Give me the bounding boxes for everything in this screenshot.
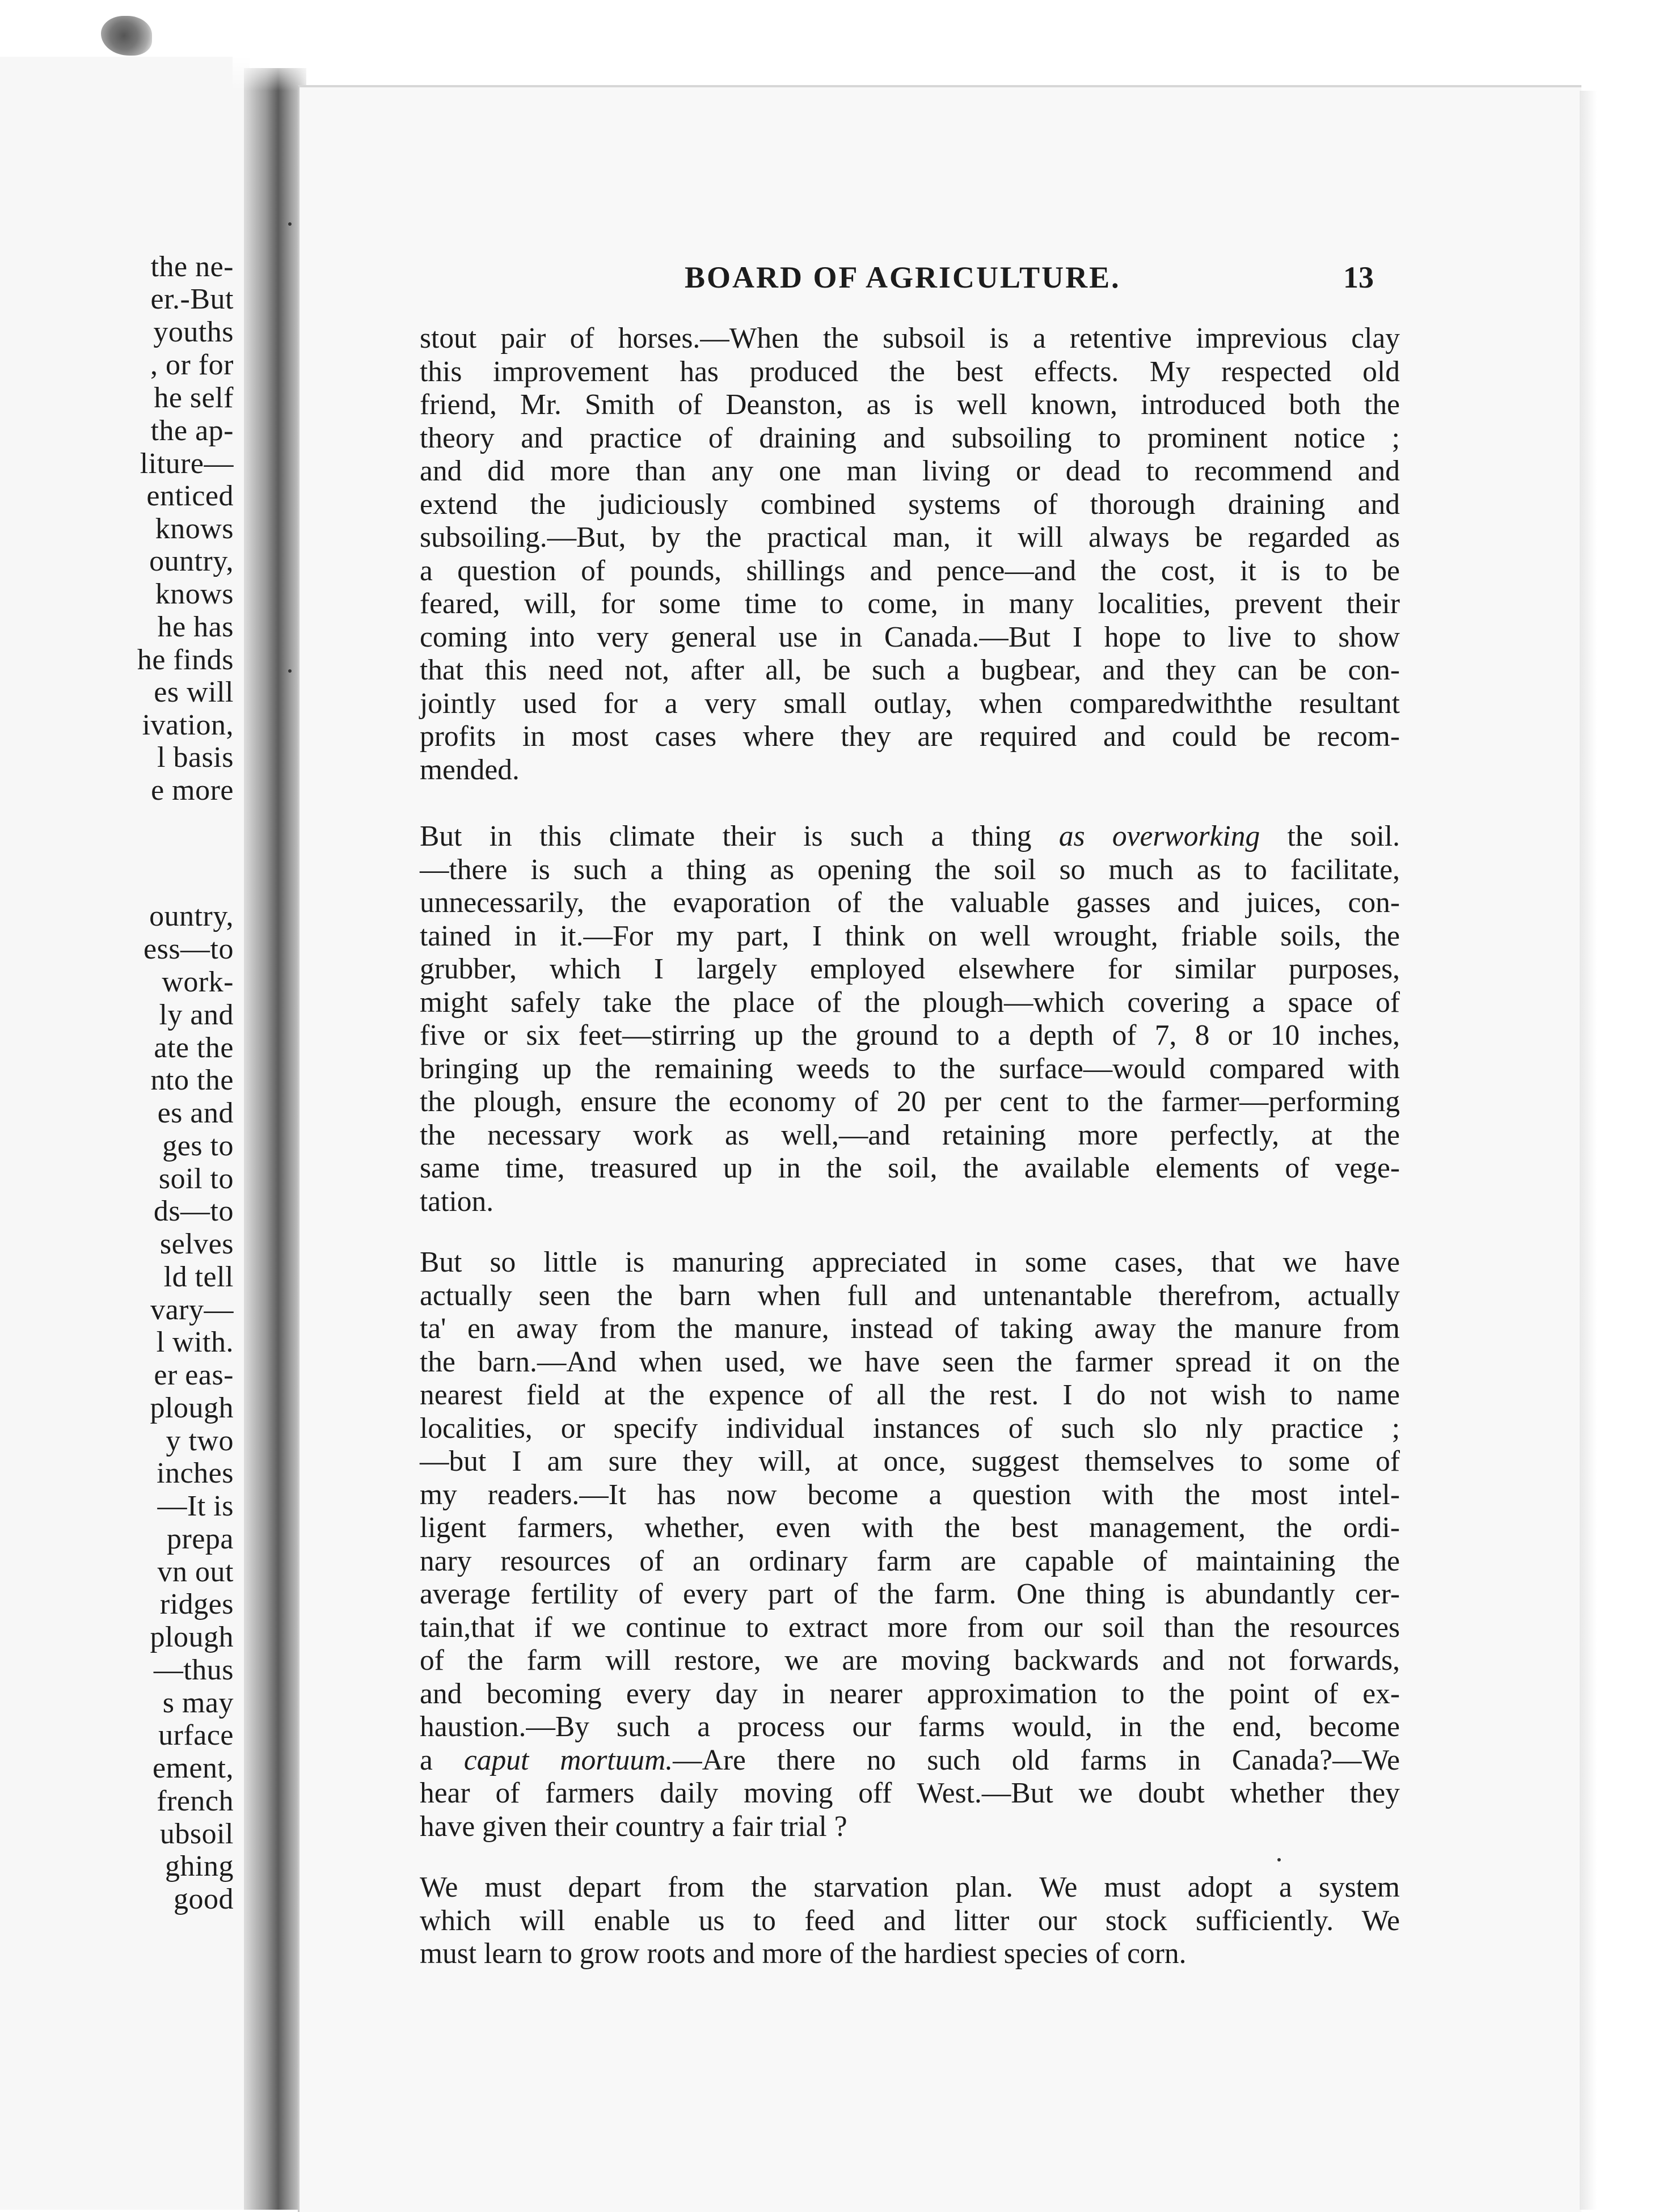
text-line: same time, treasured up in the soil, the available elements of vege- xyxy=(420,1152,1400,1184)
left-page-line: es and xyxy=(157,1097,234,1129)
left-page-line: plough xyxy=(150,1621,234,1653)
text-line: the necessary work as well,—and retaining more perfectly, at the xyxy=(420,1118,1400,1151)
left-page-fragment xyxy=(0,57,250,2210)
left-page-line: ountry, xyxy=(149,900,234,932)
page-number: 13 xyxy=(1343,260,1374,294)
page-gutter-shadow xyxy=(244,68,306,2210)
left-page-line: , or for xyxy=(150,349,234,381)
right-page-edge xyxy=(1580,91,1597,2210)
text-line: hear of farmers daily moving off West.—But we doubt whether they xyxy=(420,1777,1400,1809)
text-line: unnecessarily, the evaporation of the valuable gasses and juices, con- xyxy=(420,887,1400,919)
left-page-line: plough xyxy=(150,1392,234,1424)
text-line: nary resources of an ordinary farm are capable of maintaining the xyxy=(420,1544,1400,1577)
text-line: mended. xyxy=(420,753,520,786)
left-page-line: vn out xyxy=(157,1556,234,1588)
text-line: and becoming every day in nearer approximation to the point of ex- xyxy=(420,1677,1400,1710)
paragraph-subsoiling xyxy=(420,322,1400,787)
margin-mark xyxy=(288,669,292,673)
left-page-line: selves xyxy=(159,1228,234,1260)
left-page-line: inches xyxy=(157,1457,234,1489)
italic-phrase: as overworking xyxy=(1058,820,1260,852)
text-line: this improvement has produced the best effects. My respected old xyxy=(420,355,1400,388)
left-page-line: s may xyxy=(162,1687,234,1719)
text-line: stout pair of horses.—When the subsoil is a retentive imprevious clay xyxy=(420,322,1400,354)
left-page-line: nto the xyxy=(150,1064,234,1096)
left-page-line: the ap- xyxy=(150,415,234,447)
left-page-line: —thus xyxy=(153,1654,234,1686)
text-line: the plough, ensure the economy of 20 per cent to the farmer—performing xyxy=(420,1086,1400,1118)
left-page-line: the ne- xyxy=(150,251,234,283)
left-page-line: knows xyxy=(155,578,234,610)
text-line: must learn to grow roots and more of the hardiest species of corn. xyxy=(420,1937,1187,1970)
left-page-line: ivation, xyxy=(142,709,234,741)
left-page-line: y two xyxy=(166,1425,234,1457)
left-page-line: ubsoil xyxy=(159,1818,234,1850)
text-line: We must depart from the starvation plan. We must adopt a system xyxy=(420,1871,1400,1903)
text-line: profits in most cases where they are required and could be recom- xyxy=(420,720,1400,753)
left-page-line: er eas- xyxy=(154,1359,234,1391)
text-line: tation. xyxy=(420,1185,494,1218)
left-page-line: he has xyxy=(157,611,234,643)
left-page-line: —It is xyxy=(157,1490,234,1522)
text-line: haustion.—By such a process our farms would, in the end, become xyxy=(420,1711,1400,1743)
text-line: theory and practice of draining and subsoiling to prominent notice ; xyxy=(420,421,1400,454)
left-page-line: ate the xyxy=(154,1032,234,1064)
left-page-line: liture— xyxy=(140,448,234,480)
text-line: have given their country a fair trial ? xyxy=(420,1810,847,1843)
text-line: nearest field at the expence of all the rest. I do not wish to name xyxy=(420,1379,1400,1411)
text-line: and did more than any one man living or dead to recommend and xyxy=(420,455,1400,487)
left-page-line: er.-But xyxy=(150,283,234,315)
text-line: actually seen the barn when full and untenantable therefrom, actually xyxy=(420,1279,1400,1312)
left-page-line: e more xyxy=(151,774,234,807)
text-line: grubber, which I largely employed elsewhere for similar purposes, xyxy=(420,953,1400,985)
left-page-line: enticed xyxy=(146,480,234,512)
text-line: friend, Mr. Smith of Deanston, as is well known, introduced both the xyxy=(420,389,1400,421)
text-line: feared, will, for some time to come, in many localities, prevent their xyxy=(420,588,1400,620)
left-page-line: ly and xyxy=(159,999,234,1031)
text-line: tain,that if we continue to extract more from our soil than the resources xyxy=(420,1611,1400,1644)
left-page-line: l with. xyxy=(156,1326,234,1358)
left-page-line: l basis xyxy=(157,741,234,774)
left-page-line: urface xyxy=(158,1719,234,1751)
left-page-line: he finds xyxy=(137,644,234,676)
text-line: ta' en away from the manure, instead of taking away the manure from xyxy=(420,1312,1400,1345)
left-page-line: he self xyxy=(154,382,234,414)
text-line: coming into very general use in Canada.—But I hope to live to show xyxy=(420,620,1400,653)
left-page-line: ghing xyxy=(165,1850,234,1882)
text-line: that this need not, after all, be such a bugbear, and they can be con- xyxy=(420,654,1400,686)
text-line: bringing up the remaining weeds to the surface—would compared with xyxy=(420,1052,1400,1085)
text-line: average fertility of every part of the farm. One thing is abundantly cer- xyxy=(420,1578,1400,1610)
text-line: ligent farmers, whether, even with the best management, the ordi- xyxy=(420,1512,1400,1544)
text-line: —but I am sure they will, at once, suggest themselves to some of xyxy=(420,1445,1400,1478)
left-page-line: good xyxy=(174,1883,234,1915)
running-header: BOARD OF AGRICULTURE. xyxy=(685,260,1121,294)
paragraph-manuring xyxy=(420,1246,1400,1843)
text-line: localities, or specify individual instances of such slo nly practice ; xyxy=(420,1412,1400,1445)
text-line: the barn.—And when used, we have seen the farmer spread it on the xyxy=(420,1345,1400,1378)
text-line: five or six feet—stirring up the ground to a depth of 7, 8 or 10 inches, xyxy=(420,1019,1400,1052)
text-line: my readers.—It has now become a question with the most intel- xyxy=(420,1478,1400,1511)
text-line: might safely take the place of the plough—which covering a space of xyxy=(420,986,1400,1019)
text-line: which will enable us to feed and litter our stock sufficiently. We xyxy=(420,1904,1400,1937)
left-page-line: ountry, xyxy=(149,545,234,577)
text-line: —there is such a thing as opening the soil so much as to facilitate, xyxy=(420,853,1400,886)
left-page-line: knows xyxy=(155,513,234,545)
margin-mark xyxy=(1277,1858,1281,1861)
left-page-line: prepa xyxy=(167,1523,234,1555)
text-line: But so little is manuring appreciated in some cases, that we have xyxy=(420,1246,1400,1278)
text-line: a question of pounds, shillings and pence—and the cost, it is to be xyxy=(420,554,1400,587)
italic-phrase: caput mortuum. xyxy=(463,1744,673,1776)
left-page-line: vary— xyxy=(150,1294,234,1326)
text-line: But in this climate their is such a thing as overworking the soil. xyxy=(420,820,1400,852)
text-line: tained in it.—For my part, I think on well wrought, friable soils, the xyxy=(420,919,1400,952)
text-line: subsoiling.—But, by the practical man, it will always be regarded as xyxy=(420,521,1400,554)
left-page-line: ement, xyxy=(152,1752,234,1784)
left-page-line: work- xyxy=(162,966,234,998)
left-page-line: ld tell xyxy=(163,1261,234,1293)
left-page-line: es will xyxy=(154,676,234,708)
left-page-line: ges to xyxy=(162,1130,234,1162)
paragraph-starvation-plan xyxy=(420,1871,1400,1971)
text-line: a caput mortuum.—Are there no such old farms in Canada?—We xyxy=(420,1744,1400,1776)
margin-mark xyxy=(288,222,292,226)
text-line: of the farm will restore, we are moving backwards and not forwards, xyxy=(420,1644,1400,1677)
left-page-line: french xyxy=(157,1785,234,1817)
text-line: extend the judiciously combined systems of thorough draining and xyxy=(420,488,1400,521)
paragraph-overworking xyxy=(420,820,1400,1218)
left-page-line: ess—to xyxy=(144,933,234,965)
left-page-line: soil to xyxy=(158,1163,234,1195)
left-page-line: ds—to xyxy=(153,1195,234,1227)
left-page-line: youths xyxy=(153,316,234,348)
text-line: jointly used for a very small outlay, when comparedwiththe resultant xyxy=(420,687,1400,720)
left-page-line: ridges xyxy=(159,1588,234,1620)
